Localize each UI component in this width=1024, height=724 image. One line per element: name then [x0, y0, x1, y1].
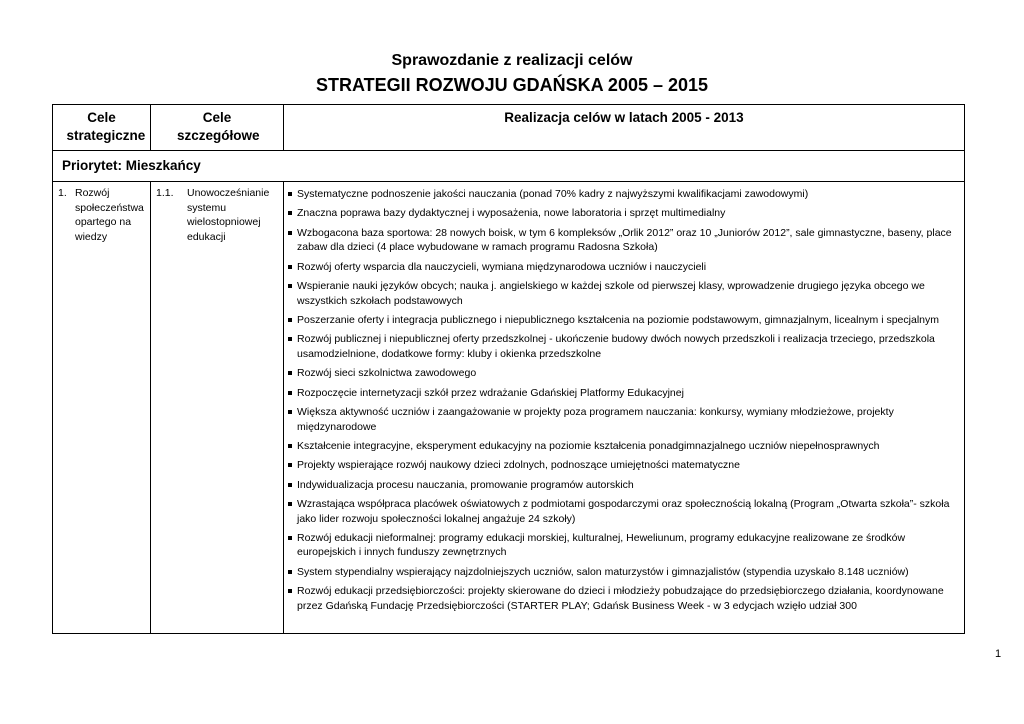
bullet-icon [288, 265, 292, 269]
column-header-label: Cele strategiczne [66, 110, 146, 143]
specific-goal-cell [151, 182, 284, 634]
strategic-goal-number: 1. [58, 187, 67, 199]
achievement-item [288, 478, 960, 493]
bullet-icon [288, 284, 292, 288]
achievement-item [288, 497, 960, 526]
bullet-icon [288, 536, 292, 540]
achievement-text: Rozpoczęcie internetyzacji szkół przez wdrażanie Gdańskiej Platformy Edukacyjnej [297, 386, 684, 399]
achievement-text: System stypendialny wspierający najzdolniejszych uczniów, salon maturzystów i gimnazjalistów (stypendia uzyskało 8.148 uczniów) [297, 565, 909, 578]
achievement-item [288, 226, 960, 255]
strategy-title: STRATEGII ROZWOJU GDAŃSKA 2005 – 2015 [315, 75, 709, 95]
bullet-icon [288, 463, 292, 467]
achievement-item [288, 405, 960, 434]
achievement-text: Znaczna poprawa bazy dydaktycznej i wyposażenia, nowe laboratoria i sprzęt multimedialny [297, 207, 726, 220]
achievement-item [288, 313, 960, 328]
priority-row: Priorytet: Mieszkańcy [53, 150, 964, 182]
column-header-label: Realizacja celów w latach 2005 - 2013 [504, 110, 744, 125]
column-header-specific-goals [151, 105, 284, 150]
achievement-text: Systematyczne podnoszenie jakości nauczania (ponad 70% kadry z najwyższymi kwalifikacjami zawodowymi) [297, 188, 809, 200]
achievement-item [288, 386, 960, 401]
achievement-item [288, 279, 960, 308]
achievement-item [288, 366, 960, 381]
table-header-row [53, 105, 964, 151]
column-header-strategic-goals [53, 105, 151, 150]
achievement-item [288, 187, 960, 202]
achievement-text: Rozwój oferty wsparcia dla nauczycieli, wymiana międzynarodowa uczniów i nauczycieli [297, 260, 707, 273]
bullet-icon [288, 192, 292, 196]
bullet-icon [288, 337, 292, 341]
column-header-label: Cele szczegółowe [177, 110, 260, 143]
bullet-icon [288, 391, 292, 395]
bullet-icon [288, 211, 292, 215]
achievement-item [288, 458, 960, 473]
bullet-icon [288, 483, 292, 487]
report-title: Sprawozdanie z realizacji celów [391, 52, 633, 69]
achievement-text: Rozwój edukacji przedsiębiorczości: projekty skierowane do dzieci i młodzieży pobudzające do przedsiębiorczego działania, koordynowane przez Gdańską Fundację Przedsiębiorczości (STARTER PLAY; Gdańsk Business Week - w 3 edycjach wzięło udział 300 [297, 585, 944, 612]
achievement-text: Wzbogacona baza sportowa: 28 nowych boisk, w tym 6 kompleksów „Orlik 2012” oraz 10 „Juniorów 2012”, sale gimnastyczne, baseny, place zabaw dla dzieci (4 place wybudowane w ramach programu Radosna Szkoła) [297, 226, 952, 254]
achievement-text: Rozwój edukacji nieformalnej: programy edukacji morskiej, kulturalnej, Heweliunum, programy edukacyjne realizowane ze środków europejskich i innych funduszy zewnętrznych [297, 531, 906, 559]
achievement-item [288, 260, 960, 275]
achievement-item [288, 206, 960, 221]
bullet-icon [288, 318, 292, 322]
achievement-item [288, 584, 960, 613]
bullet-icon [288, 410, 292, 414]
achievement-text: Kształcenie integracyjne, eksperyment edukacyjny na poziomie kształcenia ponadgimnazjalnego uczniów niepełnosprawnych [297, 439, 880, 452]
bullet-icon [288, 570, 292, 574]
strategy-table [52, 104, 965, 634]
specific-goal-text: Unowocześnianie systemu wielostopniowej edukacji [187, 187, 270, 243]
achievement-item [288, 439, 960, 454]
achievement-text: Poszerzanie oferty i integracja publicznego i niepublicznego kształcenia na poziomie podstawowym, gimnazjalnym, licealnym i specjalnym [297, 313, 939, 326]
achievement-text: Wspieranie nauki języków obcych; nauka j. angielskiego w każdej szkole od pierwszej klasy, wprowadzenie drugiego języka obcego we wszystkich szkołach podstawowych [297, 280, 925, 307]
strategic-goal-text: Rozwój społeczeństwa opartego na wiedzy [75, 187, 144, 243]
achievement-item [288, 531, 960, 560]
bullet-icon [288, 371, 292, 375]
achievement-text: Wzrastająca współpraca placówek oświatowych z podmiotami gospodarczymi oraz społecznością lokalną (Program „Otwarta szkoła”- szkoła jako lider rozwoju społeczności lokalnej angażuje 24 szkoły) [297, 498, 950, 525]
achievement-item [288, 332, 960, 361]
achievements-list [288, 187, 960, 618]
achievement-text: Rozwój publicznej i niepublicznej oferty przedszkolnej - ukończenie budowy dwóch nowych przedszkoli i realizacja trzeciego, przedszkola usamodzielnione, dodatkowe formy: kluby i okienka przedszkolne [297, 333, 935, 360]
bullet-icon [288, 231, 292, 235]
realization-cell [284, 182, 964, 634]
column-header-realization [284, 105, 964, 150]
achievement-text: Indywidualizacja procesu nauczania, promowanie programów autorskich [297, 478, 634, 491]
bullet-icon [288, 589, 292, 593]
specific-goal-number: 1.1. [156, 187, 174, 199]
achievement-text: Większa aktywność uczniów i zaangażowanie w projekty poza programem nauczania: konkursy, wymiany młodzieżowe, projekty międzynarodowe [297, 406, 894, 433]
achievement-text: Projekty wspierające rozwój naukowy dzieci zdolnych, podnoszące umiejętności matematyczne [297, 459, 740, 472]
strategic-goal-cell [53, 182, 151, 634]
bullet-icon [288, 502, 292, 506]
achievement-item [288, 565, 960, 580]
achievement-text: Rozwój sieci szkolnictwa zawodowego [297, 367, 477, 380]
bullet-icon [288, 444, 292, 448]
page-number: 1 [995, 648, 1002, 660]
